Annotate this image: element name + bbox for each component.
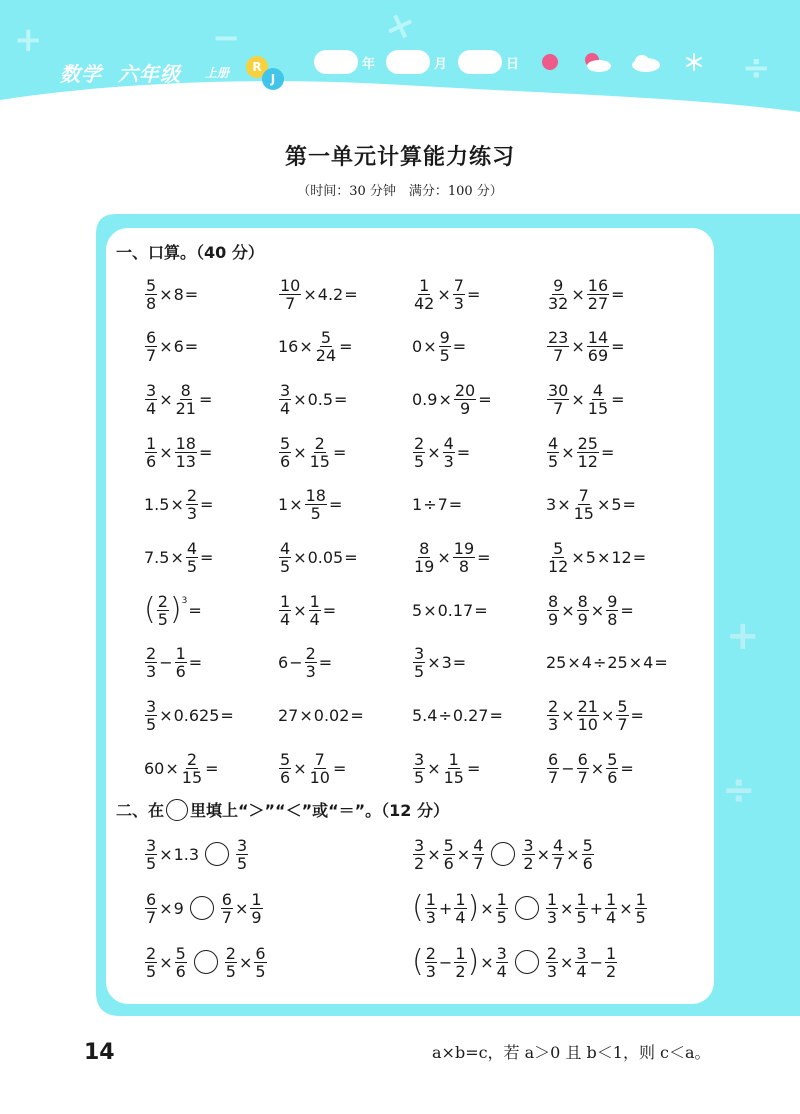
sunny-icon[interactable] <box>540 52 560 72</box>
oral-calc-item: $\frac{3}{5}$ × 3 = <box>414 644 467 682</box>
fraction: $\frac{5}{6}$ <box>280 433 291 471</box>
fraction: $\frac{6}{7}$ <box>146 328 157 366</box>
oral-calc-item: $\frac{3}{5}$ × 0.625 = <box>146 697 234 735</box>
fraction: $\frac{14}{69}$ <box>587 328 609 366</box>
fraction: $\frac{2}{3}$ <box>305 644 316 682</box>
oral-calc-item: 16 × $\frac{5}{24}$ = <box>278 328 353 366</box>
divide-deco-icon: ÷ <box>742 48 771 88</box>
header-volume: 上册 <box>205 66 230 80</box>
oral-calc-item: $\frac{3}{4}$ × $\frac{8}{21}$ = <box>146 380 213 418</box>
oral-calc-item: $\frac{8}{19}$ × $\frac{19}{8}$ = <box>414 539 491 576</box>
fraction: $\frac{6}{7}$ <box>221 889 232 927</box>
edition-badge-j: J <box>262 68 284 90</box>
fraction: $\frac{19}{8}$ <box>453 539 475 576</box>
fraction: $\frac{5}{6}$ <box>443 835 454 873</box>
fraction: $\frac{3}{5}$ <box>414 749 425 787</box>
year-field[interactable] <box>314 50 358 74</box>
fraction: $\frac{5}{6}$ <box>607 749 618 787</box>
fraction: $\frac{3}{5}$ <box>146 697 157 735</box>
fraction: $\frac{2}{5}$ <box>414 433 425 471</box>
fraction: $\frac{18}{13}$ <box>175 433 196 471</box>
oral-calc-item: ( $\frac{2}{5}$ ) 3 = <box>144 591 202 629</box>
compare-item: ( $\frac{2}{3}$ − $\frac{1}{2}$ ) × $\frac{3}{4}$ $\frac{2}{3}$ × $\frac{3}{4}$ − $\frac{1}{2}$ <box>412 943 617 981</box>
compare-circle[interactable] <box>491 842 515 866</box>
oral-calc-item: 7.5 × $\frac{4}{5}$ = <box>144 539 214 576</box>
fraction: $\frac{4}{5}$ <box>548 433 559 471</box>
fraction: $\frac{4}{5}$ <box>280 539 291 576</box>
page-number: 14 <box>84 1040 115 1065</box>
compare-item: ( $\frac{1}{3}$ + $\frac{1}{4}$ ) × $\frac{1}{5}$ $\frac{1}{3}$ × $\frac{1}{5}$ + $\frac{1}{4}$ × $\frac{1}{5}$ <box>412 889 646 927</box>
month-label: 月 <box>434 57 448 72</box>
page-title: 第一单元计算能力练习 <box>284 145 515 170</box>
fraction: $\frac{5}{7}$ <box>617 697 628 735</box>
fraction: $\frac{3}{5}$ <box>414 644 425 682</box>
compare-circle[interactable] <box>190 896 214 920</box>
oral-calc-item: $\frac{5}{6}$ × $\frac{2}{15}$ = <box>280 433 347 471</box>
fraction: $\frac{1}{5}$ <box>576 889 587 927</box>
fraction: $\frac{1}{15}$ <box>443 749 464 787</box>
fraction: $\frac{1}{4}$ <box>280 591 291 629</box>
section-2-title: 二、在 里填上“＞”“＜”或“＝”。（12 分） <box>116 798 449 821</box>
fraction: $\frac{3}{4}$ <box>576 943 587 981</box>
fraction: $\frac{7}{3}$ <box>453 275 464 313</box>
oral-calc-item: $\frac{6}{7}$ × 6 = <box>146 328 199 366</box>
fraction: $\frac{1}{4}$ <box>455 889 466 927</box>
oral-calc-item: $\frac{5}{12}$ × 5 × 12 = <box>548 539 647 576</box>
fraction: $\frac{18}{5}$ <box>305 486 326 524</box>
oral-calc-item: $\frac{3}{4}$ × 0.5 = <box>280 380 348 418</box>
snow-icon[interactable] <box>684 52 704 72</box>
oral-calc-item: $\frac{1}{42}$ × $\frac{7}{3}$ = <box>414 275 481 313</box>
fraction: $\frac{3}{5}$ <box>146 835 157 873</box>
compare-item: $\frac{3}{5}$ × 1.3 $\frac{3}{5}$ <box>146 835 248 873</box>
oral-calc-item: 25 × 4 ÷ 25 × 4 = <box>546 653 668 673</box>
fraction: $\frac{4}{15}$ <box>587 380 609 418</box>
oral-calc-item: $\frac{23}{7}$ × $\frac{14}{69}$ = <box>548 328 625 366</box>
oral-calc-item: $\frac{1}{4}$ × $\frac{1}{4}$ = <box>280 591 337 629</box>
compare-item: $\frac{6}{7}$ × 9 $\frac{6}{7}$ × $\frac{1}{9}$ <box>146 889 262 927</box>
fraction: $\frac{20}{9}$ <box>454 380 476 418</box>
fraction: $\frac{8}{9}$ <box>548 591 559 629</box>
fraction: $\frac{1}{5}$ <box>635 889 646 927</box>
fraction: $\frac{1}{6}$ <box>146 433 157 471</box>
fraction: $\frac{5}{12}$ <box>548 539 569 576</box>
oral-calc-item: $\frac{2}{5}$ × $\frac{4}{3}$ = <box>414 433 471 471</box>
oral-calc-item: 5 × 0.17 = <box>412 600 488 620</box>
fraction: $\frac{1}{4}$ <box>309 591 320 629</box>
fraction: $\frac{4}{3}$ <box>443 433 454 471</box>
fraction: $\frac{3}{4}$ <box>280 380 291 418</box>
fraction: $\frac{7}{10}$ <box>309 749 330 787</box>
fraction: $\frac{5}{6}$ <box>175 943 186 981</box>
compare-circle[interactable] <box>194 950 218 974</box>
oral-calc-item: $\frac{5}{6}$ × $\frac{7}{10}$ = <box>280 749 347 787</box>
oral-calc-item: $\frac{2}{3}$ − $\frac{1}{6}$ = <box>146 644 203 682</box>
fraction: $\frac{6}{5}$ <box>255 943 266 981</box>
oral-calc-item: 60 × $\frac{2}{15}$ = <box>144 749 219 787</box>
oral-calc-item: $\frac{5}{8}$ × 8 = <box>146 275 199 313</box>
oral-calc-item: 0.9 × $\frac{20}{9}$ = <box>412 380 492 418</box>
oral-calc-item: $\frac{1}{6}$ × $\frac{18}{13}$ = <box>146 433 213 471</box>
fraction: $\frac{16}{27}$ <box>587 275 609 313</box>
compare-item: $\frac{2}{5}$ × $\frac{5}{6}$ $\frac{2}{5}$ × $\frac{6}{5}$ <box>146 943 266 981</box>
day-field[interactable] <box>458 50 502 74</box>
fraction: $\frac{30}{7}$ <box>548 380 569 418</box>
fraction: $\frac{10}{7}$ <box>280 275 301 313</box>
oral-calc-item: $\frac{4}{5}$ × 0.05 = <box>280 539 358 576</box>
fraction: $\frac{2}{15}$ <box>309 433 330 471</box>
fraction: $\frac{21}{10}$ <box>577 697 598 735</box>
compare-circle[interactable] <box>515 896 539 920</box>
oral-calc-item: $\frac{3}{5}$ × $\frac{1}{15}$ = <box>414 749 481 787</box>
fraction: $\frac{1}{2}$ <box>455 943 466 981</box>
oral-calc-item: $\frac{2}{3}$ × $\frac{21}{10}$ × $\frac{5}{7}$ = <box>548 697 644 735</box>
oral-calc-item: 5.4 ÷ 0.27 = <box>412 706 503 726</box>
fraction: $\frac{2}{3}$ <box>548 697 559 735</box>
oral-calc-item: $\frac{10}{7}$ × 4.2 = <box>280 275 358 313</box>
fraction: $\frac{1}{4}$ <box>606 889 617 927</box>
fraction: $\frac{8}{19}$ <box>414 539 435 576</box>
fraction: $\frac{9}{5}$ <box>439 328 450 366</box>
fraction: $\frac{2}{5}$ <box>146 943 157 981</box>
plus-deco-icon: + <box>14 20 43 60</box>
year-label: 年 <box>362 57 376 72</box>
fraction: $\frac{3}{2}$ <box>414 835 425 873</box>
fraction: $\frac{23}{7}$ <box>548 328 569 366</box>
fraction: $\frac{25}{12}$ <box>577 433 598 471</box>
fraction: $\frac{2}{3}$ <box>546 943 557 981</box>
oral-calc-item: 1 × $\frac{18}{5}$ = <box>278 486 343 524</box>
answer-circle-icon <box>166 799 188 821</box>
day-label: 日 <box>506 57 520 72</box>
compare-circle[interactable] <box>515 950 539 974</box>
fraction: $\frac{3}{2}$ <box>523 835 534 873</box>
fraction: $\frac{6}{7}$ <box>577 749 588 787</box>
fraction: $\frac{5}{6}$ <box>582 835 593 873</box>
section-1-title: 一、口算。（40 分） <box>116 243 264 262</box>
oral-calc-item: 0 × $\frac{9}{5}$ = <box>412 328 467 366</box>
fraction: $\frac{2}{15}$ <box>181 749 203 787</box>
fraction: $\frac{1}{3}$ <box>425 889 436 927</box>
plus-deco-icon: + <box>726 613 760 659</box>
fraction: $\frac{3}{5}$ <box>237 835 248 873</box>
oral-calc-item: 3 × $\frac{7}{15}$ × 5 = <box>546 486 636 524</box>
month-field[interactable] <box>386 50 430 74</box>
page-subtitle: （时间：30 分钟 满分：100 分） <box>297 184 503 199</box>
fraction: $\frac{9}{8}$ <box>607 591 618 629</box>
oral-calc-item: $\frac{6}{7}$ − $\frac{6}{7}$ × $\frac{5}{6}$ = <box>548 749 634 787</box>
divide-deco-icon: ÷ <box>722 767 756 813</box>
footer-tip: a×b=c，若 a＞0 且 b＜1，则 c＜a。 <box>432 1043 711 1062</box>
fraction: $\frac{2}{5}$ <box>225 943 236 981</box>
fraction: $\frac{1}{9}$ <box>251 889 262 927</box>
cloudy-icon[interactable] <box>630 52 662 74</box>
fraction: $\frac{2}{3}$ <box>146 644 157 682</box>
fraction: $\frac{1}{6}$ <box>175 644 186 682</box>
compare-item: $\frac{3}{2}$ × $\frac{5}{6}$ × $\frac{4}{7}$ $\frac{3}{2}$ × $\frac{4}{7}$ × $\frac{5}{6}$ <box>414 835 593 873</box>
fraction: $\frac{1}{3}$ <box>546 889 557 927</box>
oral-calc-item: 1 ÷ 7 = <box>412 495 463 515</box>
fraction: $\frac{4}{7}$ <box>473 835 484 873</box>
fraction: $\frac{7}{15}$ <box>573 486 594 524</box>
header-subject: 数学 六年级 <box>60 62 181 86</box>
fraction: $\frac{6}{7}$ <box>548 749 559 787</box>
fraction: $\frac{3}{4}$ <box>146 380 157 418</box>
fraction: $\frac{9}{32}$ <box>548 275 569 313</box>
oral-calc-item: $\frac{30}{7}$ × $\frac{4}{15}$ = <box>548 380 625 418</box>
oral-calc-item: $\frac{8}{9}$ × $\frac{8}{9}$ × $\frac{9}{8}$ = <box>548 591 634 629</box>
oral-calc-item: $\frac{4}{5}$ × $\frac{25}{12}$ = <box>548 433 615 471</box>
fraction: $\frac{1}{42}$ <box>414 275 435 313</box>
partly-cloudy-icon[interactable] <box>582 52 612 74</box>
fraction: $\frac{5}{8}$ <box>146 275 157 313</box>
oral-calc-item: 27 × 0.02 = <box>278 706 364 726</box>
oral-calc-item: 1.5 × $\frac{2}{3}$ = <box>144 486 214 524</box>
fraction: $\frac{6}{7}$ <box>146 889 157 927</box>
times-deco-icon: × <box>380 2 421 50</box>
fraction: $\frac{8}{21}$ <box>175 380 196 418</box>
fraction: $\frac{2}{3}$ <box>186 486 198 524</box>
oral-calc-item: $\frac{9}{32}$ × $\frac{16}{27}$ = <box>548 275 625 313</box>
fraction: $\frac{1}{5}$ <box>496 889 507 927</box>
fraction: $\frac{5}{24}$ <box>315 328 337 366</box>
fraction: $\frac{4}{5}$ <box>186 539 198 576</box>
fraction: $\frac{3}{4}$ <box>496 943 507 981</box>
fraction: $\frac{4}{7}$ <box>552 835 564 873</box>
fraction: $\frac{2}{3}$ <box>425 943 436 981</box>
fraction: $\frac{2}{5}$ <box>157 591 168 629</box>
minus-deco-icon: − <box>212 18 241 58</box>
edition-badge-r: R <box>246 56 268 78</box>
compare-circle[interactable] <box>205 842 229 866</box>
fraction: $\frac{5}{6}$ <box>280 749 291 787</box>
oral-calc-item: 6 − $\frac{2}{3}$ = <box>278 644 333 682</box>
fraction: $\frac{8}{9}$ <box>577 591 588 629</box>
fraction: $\frac{1}{2}$ <box>606 943 617 981</box>
